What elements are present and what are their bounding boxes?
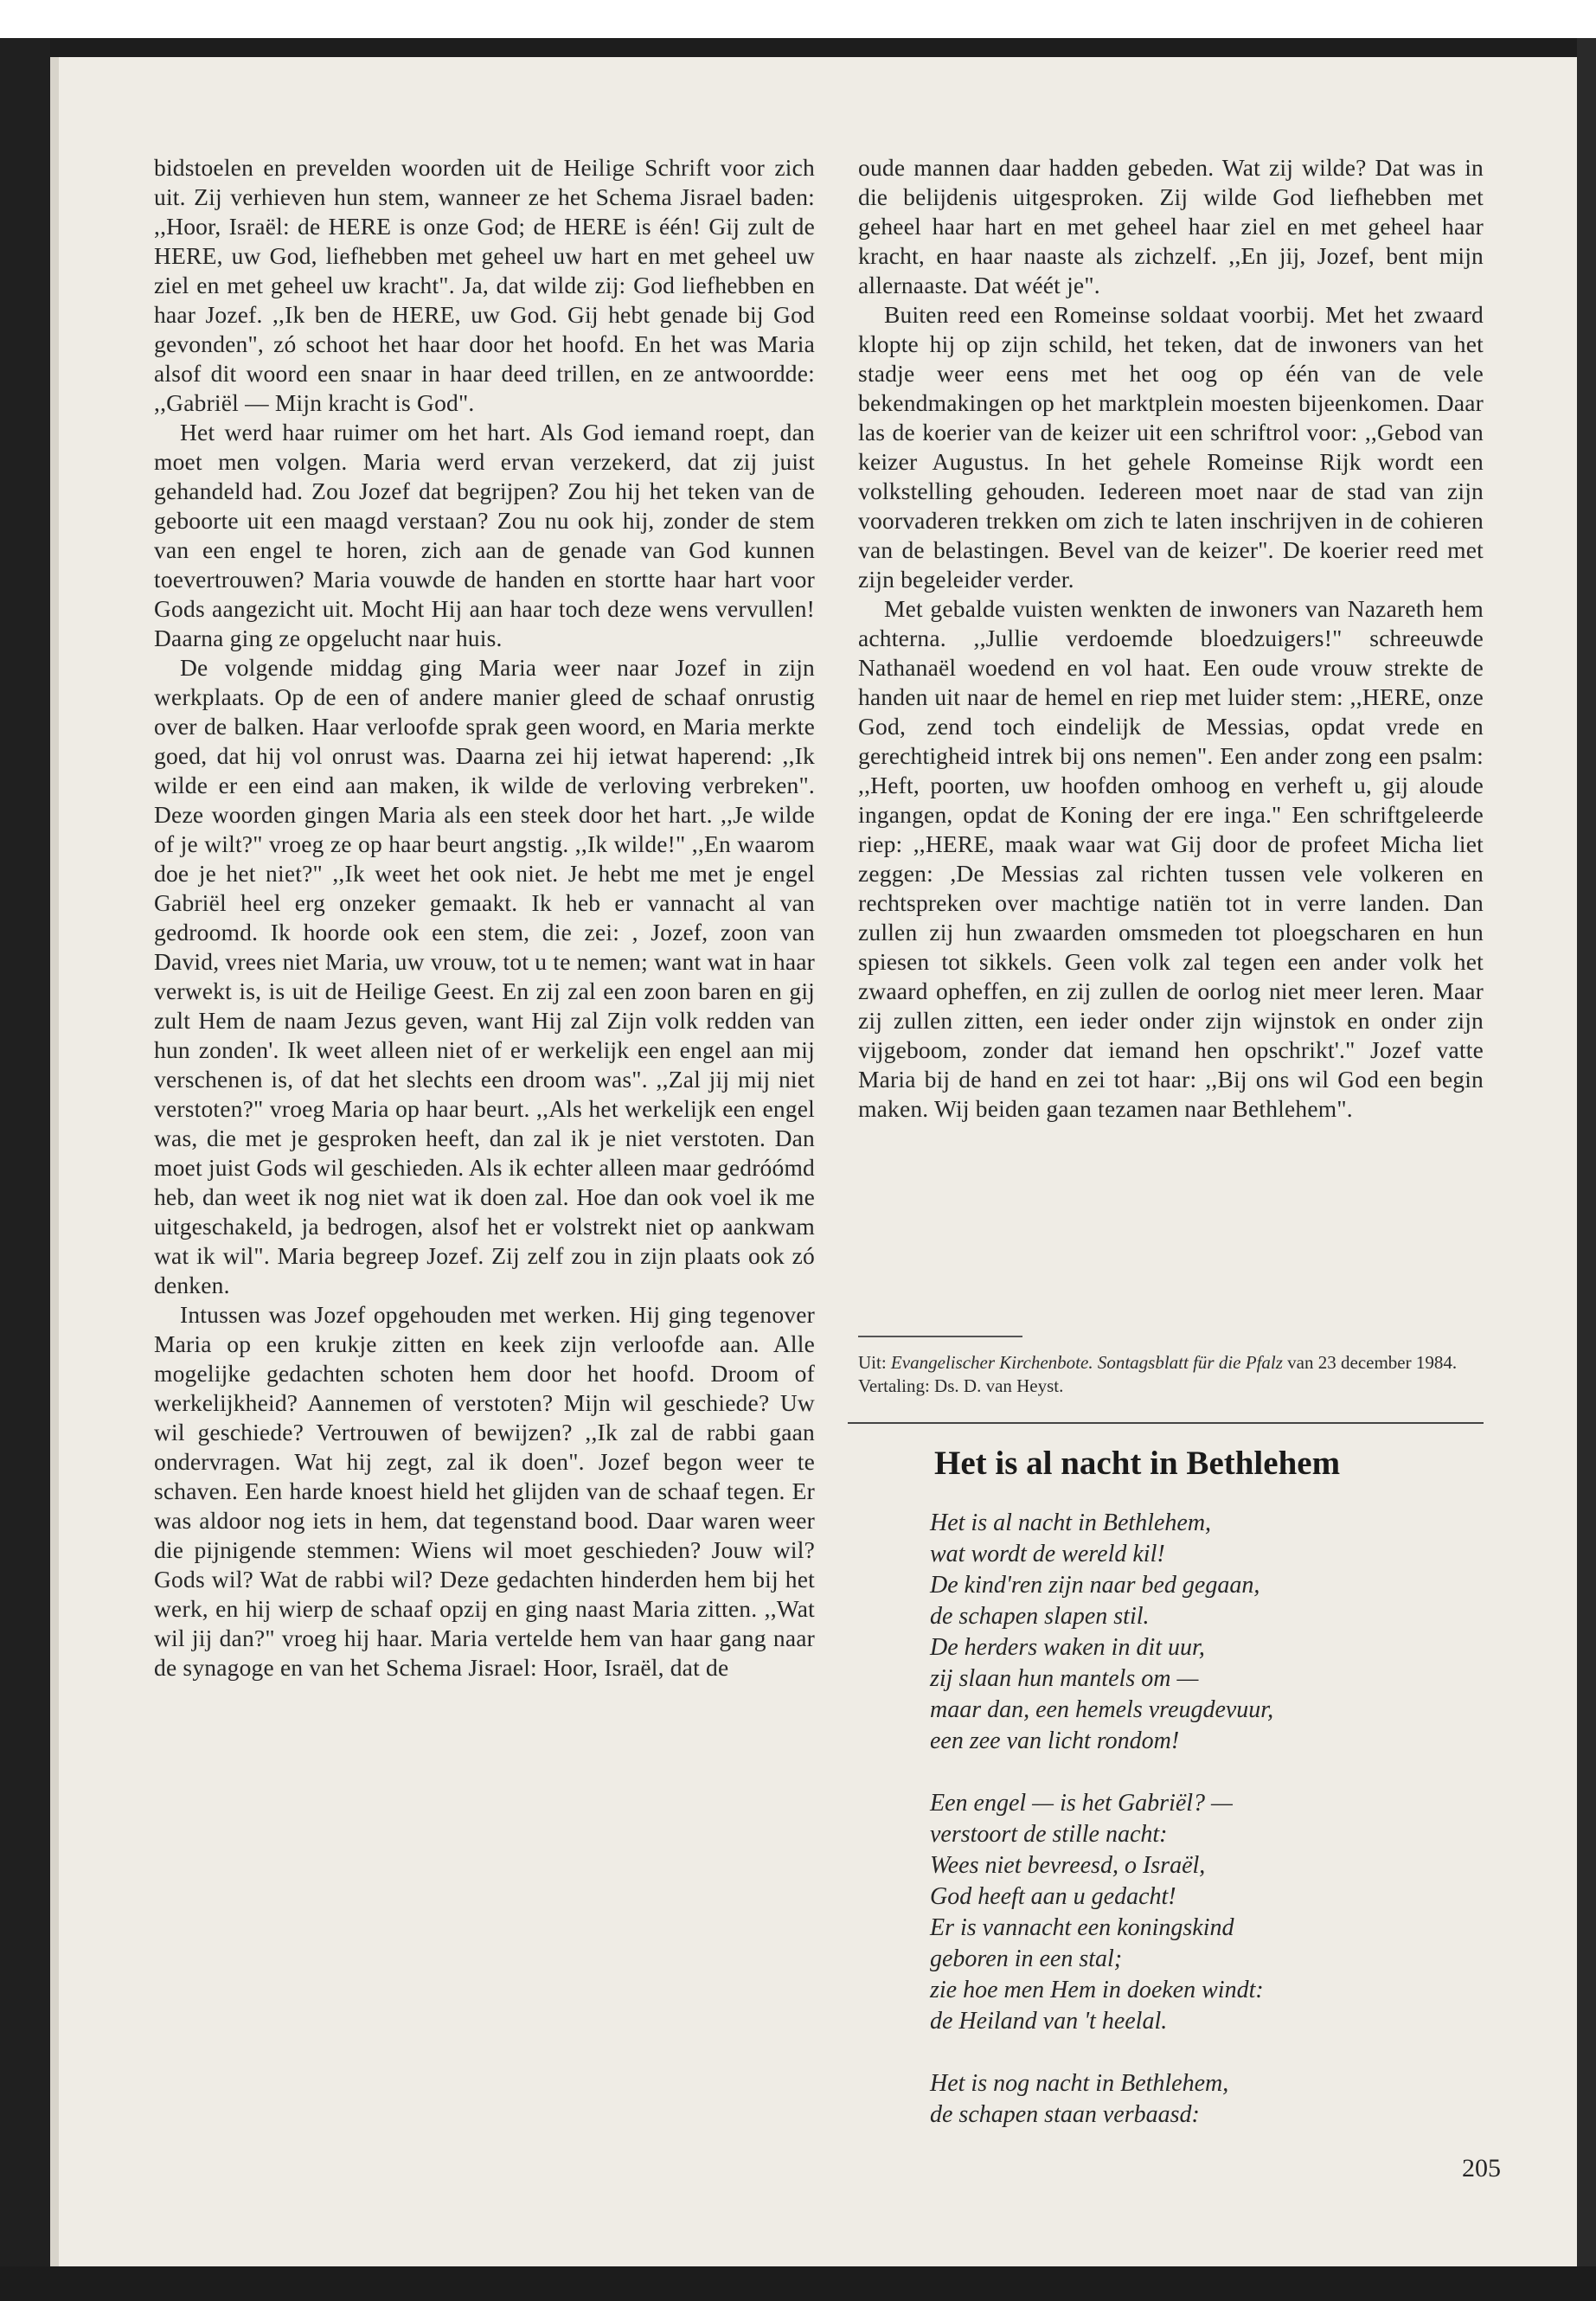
poem-line: Wees niet bevreesd, o Israël, [930, 1852, 1206, 1879]
paragraph: Met gebalde vuisten wenkten de inwoners van Nazareth hem achterna. ,,Jullie verdoemde bloedzuigers!" schreeuwde Nathanaël woedend en vol haat. Een oude vrouw strekte de handen uit naar de hemel en riep met luider stem: ,,HERE, onze God, zend toch eindelijk de Messias, opdat vrede en gerechtigheid intrek bij ons nemen". Een ander zong een psalm: ,,Heft, poorten, uw hoofden omhoog en verheft u, gij aloude ingangen, opdat de Koning der ere inga." Een schriftgeleerde riep: ,,HERE, maak waar wat Gij door de profeet Micha liet zeggen: ,De Messias zal richten tussen vele volkeren en rechtspreken over machtige natiën tot in verre landen. Dan zullen zij hun zwaarden omsmeden tot ploegscharen en hun spiesen tot sikkels. Geen volk zal tegen een ander volk het zwaard opheffen, en zij zullen de oorlog niet meer leren. Maar zij zullen zitten, een ieder onder zijn wijnstok en onder zijn vijgeboom, zonder dat iemand hen opschrikt'." Jozef vatte Maria bij de hand en zei tot haar: ,,Bij ons wil God een begin maken. Wij beiden gaan tezamen naar Bethlehem". [858, 595, 1484, 1122]
source-divider [858, 1336, 1022, 1337]
right-column [858, 153, 1484, 1331]
poem-line: maar dan, een hemels vreugdevuur, [930, 1696, 1274, 1723]
poem-line: een zee van licht rondom! [930, 1727, 1180, 1754]
poem-line: de schapen slapen stil. [930, 1603, 1150, 1630]
poem [930, 1508, 1466, 2162]
paragraph: bidstoelen en prevelden woorden uit de Heilige Schrift voor zich uit. Zij verhieven hun stem, wanneer ze het Schema Jisrael baden: ,,Hoor, Israël: de HERE is onze God; de HERE is één! Gij zult de HERE, uw God, liefhebben met geheel uw hart en met geheel uw ziel en met geheel uw kracht". Ja, dat wilde zij: God liefhebben en haar Jozef. ,,Ik ben de HERE, uw God. Gij hebt genade bij God gevonden", zó schoot het haar door het hoofd. En het was Maria alsof dit woord een snaar in haar deed trillen, en ze antwoordde: ,,Gabriël — Mijn kracht is God". [154, 154, 815, 416]
left-column [154, 153, 815, 2125]
poem-line: zij slaan hun mantels om — [930, 1665, 1199, 1692]
source-suffix: van 23 december 1984. Vertaling: Ds. D. van Heyst. [858, 1352, 1458, 1396]
poem-stanza [930, 1788, 1466, 2037]
poem-line: De kind'ren zijn naar bed gegaan, [930, 1572, 1260, 1599]
poem-line: verstoort de stille nacht: [930, 1821, 1168, 1848]
page-binding-edge [50, 57, 59, 2266]
source-prefix: Uit: [858, 1352, 891, 1373]
poem-line: Er is vannacht een koningskind [930, 1914, 1234, 1941]
poem-stanza [930, 2068, 1466, 2131]
scan-left-border [0, 38, 50, 2301]
poem-line: De herders waken in dit uur, [930, 1634, 1205, 1661]
poem-line: de Heiland van 't heelal. [930, 2008, 1168, 2035]
paragraph: Het werd haar ruimer om het hart. Als God iemand roept, dan moet men volgen. Maria werd ervan verzekerd, dat zij juist gehandeld had. Zou Jozef dat begrijpen? Zou hij het teken van de geboorte uit een maagd verstaan? Zou nu ook hij, zonder de stem van een engel te horen, zich aan de genade van God kunnen toevertrouwen? Maria vouwde de handen en stortte haar hart voor Gods aangezicht uit. Mocht Hij aan haar toch deze wens vervullen! Daarna ging ze opgelucht naar huis. [154, 419, 815, 651]
scan-bottom-border [0, 2266, 1596, 2301]
poem-line: God heeft aan u gedacht! [930, 1883, 1176, 1910]
poem-line: geboren in een stal; [930, 1945, 1123, 1972]
scan-right-border [1577, 38, 1596, 2301]
paragraph: oude mannen daar hadden gebeden. Wat zij wilde? Dat was in die belijdenis uitgesproken. Zij wilde God liefhebben met geheel haar hart en met geheel haar ziel en met geheel haar kracht, en haar naaste als zichzelf. ,,En jij, Jozef, bent mijn allernaaste. Dat wéét je". [858, 154, 1484, 298]
poem-line: Het is nog nacht in Bethlehem, [930, 2070, 1229, 2097]
poem-line: Het is al nacht in Bethlehem, [930, 1509, 1212, 1536]
poem-divider [848, 1422, 1484, 1424]
poem-line: zie hoe men Hem in doeken windt: [930, 1977, 1264, 2003]
poem-line: wat wordt de wereld kil! [930, 1541, 1165, 1567]
paragraph: De volgende middag ging Maria weer naar Jozef in zijn werkplaats. Op de een of andere manier gleed de schaaf onrustig over de balken. Haar verloofde sprak geen woord, en Maria merkte goed, dat hij vol onrust was. Daarna zei hij ietwat haperend: ,,Ik wilde er een eind aan maken, ik wilde de verloving verbreken". Deze woorden gingen Maria als een steek door het hart. ,,Je wilde of je wilt?" vroeg ze op haar beurt angstig. ,,Ik wilde!" ,,En waarom doe je het niet?" ,,Ik weet het ook niet. Je hebt me met je engel Gabriël heel erg onzeker gemaakt. Ik heb er vannacht al van gedroomd. Ik hoorde ook een stem, die zei: , Jozef, zoon van David, vrees niet Maria, uw vrouw, tot u te nemen; want wat in haar verwekt is, is uit de Heilige Geest. En zij zal een zoon baren en gij zult Hem de naam Jezus geven, want Hij zal Zijn volk redden van hun zonden'. Ik weet alleen niet of er werkelijk een engel aan mij verschenen is, of dat het slechts een droom was". ,,Zal jij mij niet verstoten?" vroeg Maria op haar beurt. ,,Als het werkelijk een engel was, die met je gesproken heeft, dan zal ik je niet verstoten. Dan moet juist Gods wil geschieden. Als ik echter alleen maar gedróómd heb, dan weet ik nog niet wat ik doen zal. Hoe dan ook voel ik me uitgeschakeld, ja bedrogen, alsof het er volstrekt niet op aankwam wat ik wil". Maria begreep Jozef. Zij zelf zou in zijn plaats ook zó denken. [154, 654, 815, 1298]
scan-top-border [0, 38, 1596, 57]
source-note [858, 1351, 1484, 1398]
poem-stanza [930, 1508, 1466, 1757]
poem-line: Een engel — is het Gabriël? — [930, 1790, 1233, 1817]
poem-line: de schapen staan verbaasd: [930, 2101, 1200, 2128]
source-publication: Evangelischer Kirchenbote. Sontagsblatt für die Pfalz [890, 1352, 1283, 1373]
paragraph: Intussen was Jozef opgehouden met werken. Hij ging tegenover Maria op een krukje zitten en keek zijn verloofde aan. Alle mogelijke gedachten schoten hem door het hoofd. Droom of werkelijkheid? Aannemen of verstoten? Mijn wil geschiede? Uw wil geschiede? Vertrouwen of bewijzen? ,,Ik zal de rabbi gaan ondervragen. Wat hij zegt, zal ik doen". Jozef begon weer te schaven. Een harde knoest hield het glijden van de schaaf tegen. Er was aldoor nog iets in hem, dat tegenstand bood. Daar waren weer die pijnigende stemmen: Wiens wil moet geschieden? Jouw wil? Gods wil? Wat de rabbi wil? Deze gedachten hinderden hem bij het werk, en hij wierp de schaaf opzij en ging naast Maria zitten. ,,Wat wil jij dan?" vroeg hij haar. Maria vertelde hem van haar gang naar de synagoge en van het Schema Jisrael: Hoor, Israël, dat de [154, 1301, 815, 1681]
paragraph: Buiten reed een Romeinse soldaat voorbij. Met het zwaard klopte hij op zijn schild, het teken, dat de inwoners van het stadje weer eens met het oog op één van de vele bekendmakingen op het marktplein moesten bijeenkomen. Daar las de koerier van de keizer uit een schriftrol voor: ,,Gebod van keizer Augustus. In het gehele Romeinse Rijk wordt een volkstelling gehouden. Iedereen moet naar de stad van zijn voorvaderen trekken om zich te laten inschrijven in de cohieren van de belastingen. Bevel van de keizer". De koerier reed met zijn begeleider verder. [858, 301, 1484, 593]
page-number: 205 [1462, 2154, 1501, 2182]
poem-title: Het is al nacht in Bethlehem [934, 1445, 1341, 1482]
